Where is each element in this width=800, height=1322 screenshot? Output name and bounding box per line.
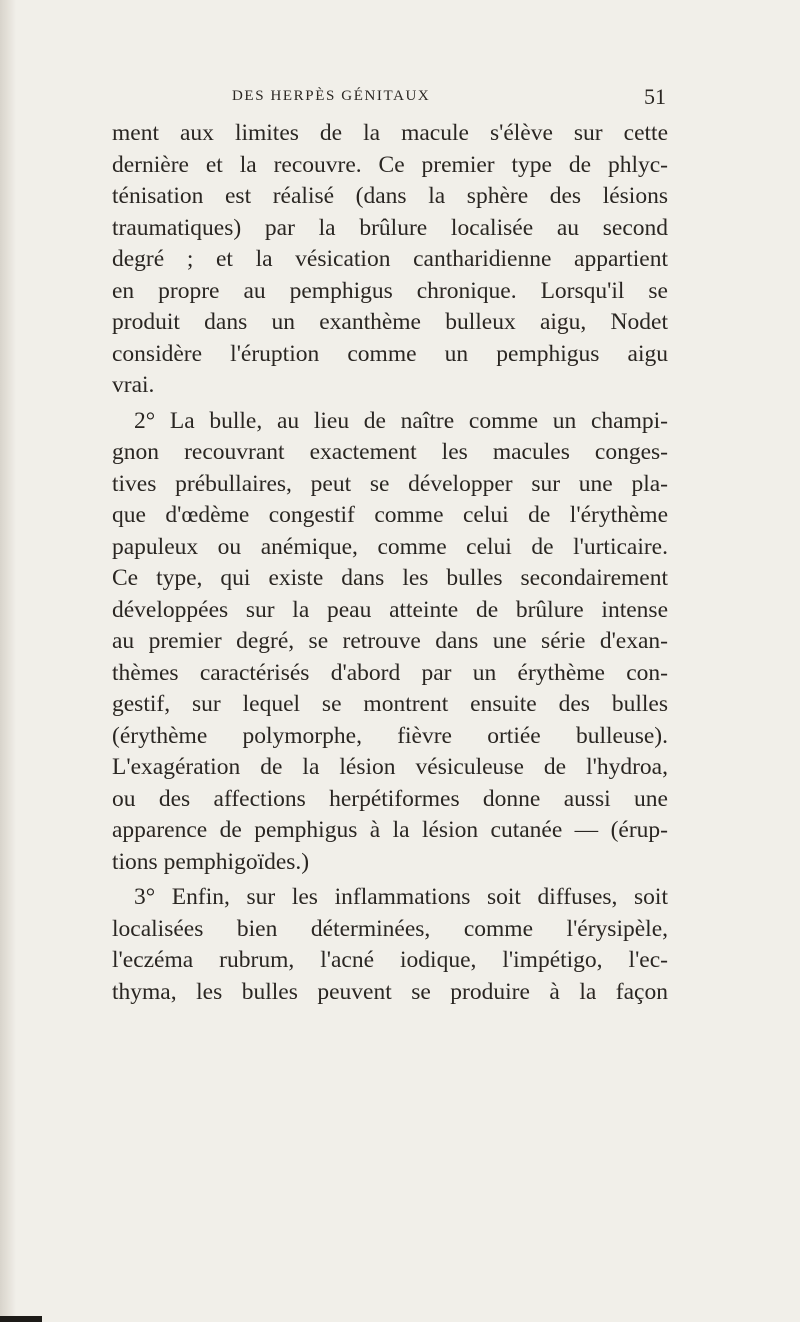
text-line: au premier degré, se retrouve dans une série d'exan- [112,628,668,654]
text-line: L'exagération de la lésion vésiculeuse de l'hydroa, [112,754,668,780]
body-text [112,118,668,1008]
text-line: traumatiques) par la brûlure localisée au second [112,214,668,241]
text-line: gnon recouvrant exactement les macules conges- [112,439,668,465]
text-line: apparence de pemphigus à la lésion cutanée — (érup- [112,817,668,843]
text-line: localisées bien déterminées, comme l'érysipèle, [112,915,668,942]
text-line: papuleux ou anémique, comme celui de l'urticaire. [112,533,668,560]
text-line: tives prébullaires, peut se développer sur une pla- [112,470,668,497]
text-line: dernière et la recouvre. Ce premier type de phlyc- [112,151,668,178]
text-line: produit dans un exanthème bulleux aigu, Nodet [112,309,668,335]
text-line: gestif, sur lequel se montrent ensuite des bulles [112,691,668,717]
text-line: que d'œdème congestif comme celui de l'érythème [112,502,668,528]
text-line: thèmes caractérisés d'abord par un érythème con- [112,659,668,686]
text-line: ou des affections herpétiformes donne aussi une [112,785,668,812]
scan-page-edge [0,1304,42,1322]
scan-gutter-shadow [0,0,16,1322]
paragraph [112,406,668,879]
running-head-title: DES HERPÈS GÉNITAUX [232,88,431,104]
text-line: en propre au pemphigus chronique. Lorsqu'il se [112,277,668,304]
text-line: tions pemphigoïdes.) [112,848,310,875]
text-line: ment aux limites de la macule s'élève sur cette [112,120,668,146]
text-line: degré ; et la vésication cantharidienne appartient [112,246,668,272]
text-line: l'eczéma rubrum, l'acné iodique, l'impétigo, l'ec- [112,947,668,973]
paragraph [112,118,668,402]
text-line: considère l'éruption comme un pemphigus aigu [112,340,668,367]
page-number: 51 [644,84,666,109]
text-line: thyma, les bulles peuvent se produire à la façon [112,978,668,1005]
text-line: 3° Enfin, sur les inflammations soit diffuses, soit [134,884,668,910]
paragraph [112,882,668,1008]
text-line: (érythème polymorphe, fièvre ortiée bulleuse). [112,722,668,749]
text-line: ténisation est réalisé (dans la sphère des lésions [112,183,668,209]
text-line: Ce type, qui existe dans les bulles secondairement [112,565,668,591]
text-line: développées sur la peau atteinte de brûlure intense [112,596,668,623]
running-head [120,84,666,114]
text-line: vrai. [112,372,155,398]
text-line: 2° La bulle, au lieu de naître comme un champi- [134,407,668,434]
